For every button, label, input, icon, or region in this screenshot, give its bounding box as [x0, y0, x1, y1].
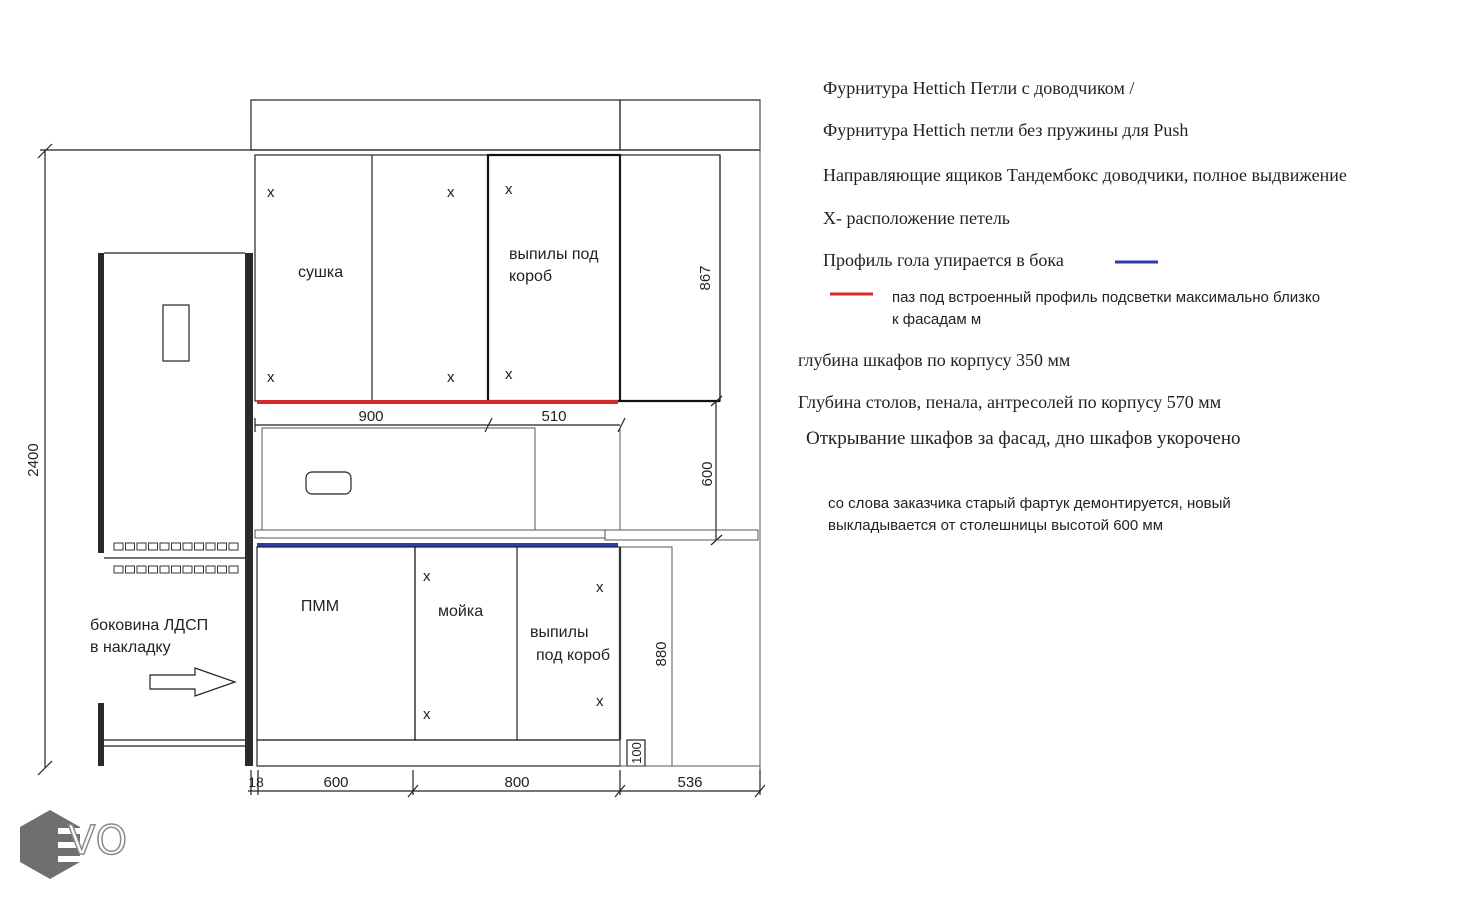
vent-slot — [126, 566, 135, 573]
vent-slot — [218, 543, 227, 550]
legend-line-5: Профиль гола упирается в бока — [823, 250, 1064, 270]
fridge-handle — [163, 305, 189, 361]
hinge-mark: x — [505, 366, 513, 383]
hinge-mark: x — [423, 706, 431, 723]
vent-slot — [114, 566, 123, 573]
apron-panel-left — [262, 428, 535, 530]
socket-icon — [306, 472, 351, 494]
dim-side-thickness: 18 — [248, 774, 264, 790]
label-bokovina-1: боковина ЛДСП — [90, 617, 209, 634]
hinge-mark: x — [447, 184, 455, 201]
dim-total-height: 2400 — [25, 443, 42, 477]
arrow-icon — [150, 668, 235, 696]
dim-upper-w1: 900 — [358, 408, 384, 425]
base-plinth — [257, 740, 620, 766]
vent-slot — [137, 543, 146, 550]
dim-base-height: 880 — [653, 641, 670, 667]
vent-slot — [183, 566, 192, 573]
vent-slot — [126, 543, 135, 550]
label-vypily-top-2: короб — [509, 268, 553, 285]
vent-slot — [149, 543, 158, 550]
label-pmm: ПММ — [300, 598, 340, 615]
vent-slot — [206, 543, 215, 550]
legend-line-1: Фурнитура Hettich Петли с доводчиком / — [823, 78, 1135, 98]
note-apron-b: выкладывается от столешницы высотой 600 мм — [828, 517, 1164, 534]
hinge-mark: x — [423, 568, 431, 585]
vent-slot — [114, 543, 123, 550]
vent-slot — [206, 566, 215, 573]
vent-slot — [160, 566, 169, 573]
dim-upper-height: 867 — [697, 265, 714, 291]
label-bokovina-2: в накладку — [90, 639, 171, 656]
label-vypily-bottom-2: под короб — [536, 647, 611, 664]
vent-slot — [218, 566, 227, 573]
dim-base-w1: 600 — [323, 774, 349, 791]
vent-slot — [172, 566, 181, 573]
vent-slot — [229, 543, 238, 550]
hinge-mark: x — [505, 181, 513, 198]
dim-upper-w2: 510 — [541, 408, 567, 425]
hinge-mark: x — [596, 579, 604, 596]
dim-apron-height: 600 — [699, 461, 716, 487]
legend-line-6a: паз под встроенный профиль подсветки максимально близко — [892, 289, 1321, 306]
legend-line-3: Направляющие ящиков Тандембокс доводчики, полное выдвижение — [823, 165, 1347, 185]
dim-base-w3: 536 — [677, 774, 703, 791]
logo-text: VO — [68, 818, 129, 864]
hinge-mark: x — [267, 184, 275, 201]
ldsp-side-panel — [245, 253, 253, 766]
base-cabinet-dishwasher — [257, 547, 415, 740]
fridge-side-left-low — [98, 703, 104, 766]
legend-line-7: глубина шкафов по корпусу 350 мм — [798, 350, 1071, 370]
fridge-vent-upper — [114, 543, 238, 550]
countertop-right — [605, 530, 758, 540]
vent-slot — [183, 543, 192, 550]
label-vypily-bottom-1: выпилы — [530, 624, 589, 641]
note-apron-a: со слова заказчика старый фартук демонтируется, новый — [828, 495, 1231, 512]
vent-slot — [195, 566, 204, 573]
vent-slot — [172, 543, 181, 550]
legend-line-6b: к фасадам м — [892, 311, 982, 328]
vent-slot — [229, 566, 238, 573]
hinge-mark: x — [596, 693, 604, 710]
label-vypily-top-1: выпилы под — [509, 246, 599, 263]
legend-line-2: Фурнитура Hettich петли без пружины для Push — [823, 120, 1189, 140]
vent-slot — [149, 566, 158, 573]
hinge-mark: x — [267, 369, 275, 386]
vent-slot — [195, 543, 204, 550]
mezzanine-left — [251, 100, 620, 150]
label-sushka: сушка — [298, 264, 344, 281]
fridge-side-left — [98, 253, 104, 553]
countertop — [255, 530, 605, 538]
legend-line-4: Х- расположение петель — [823, 208, 1011, 228]
legend-line-8: Глубина столов, пенала, антресолей по корпусу 570 мм — [798, 392, 1222, 412]
vent-slot — [160, 543, 169, 550]
fridge-vent-lower — [114, 566, 238, 573]
label-moika: мойка — [438, 603, 484, 620]
dim-plinth: 100 — [629, 742, 644, 764]
hinge-mark: x — [447, 369, 455, 386]
dim-base-w2: 800 — [504, 774, 530, 791]
mezzanine-right — [620, 100, 760, 150]
vent-slot — [137, 566, 146, 573]
legend-line-9: Открывание шкафов за фасад, дно шкафов укорочено — [806, 428, 1241, 449]
